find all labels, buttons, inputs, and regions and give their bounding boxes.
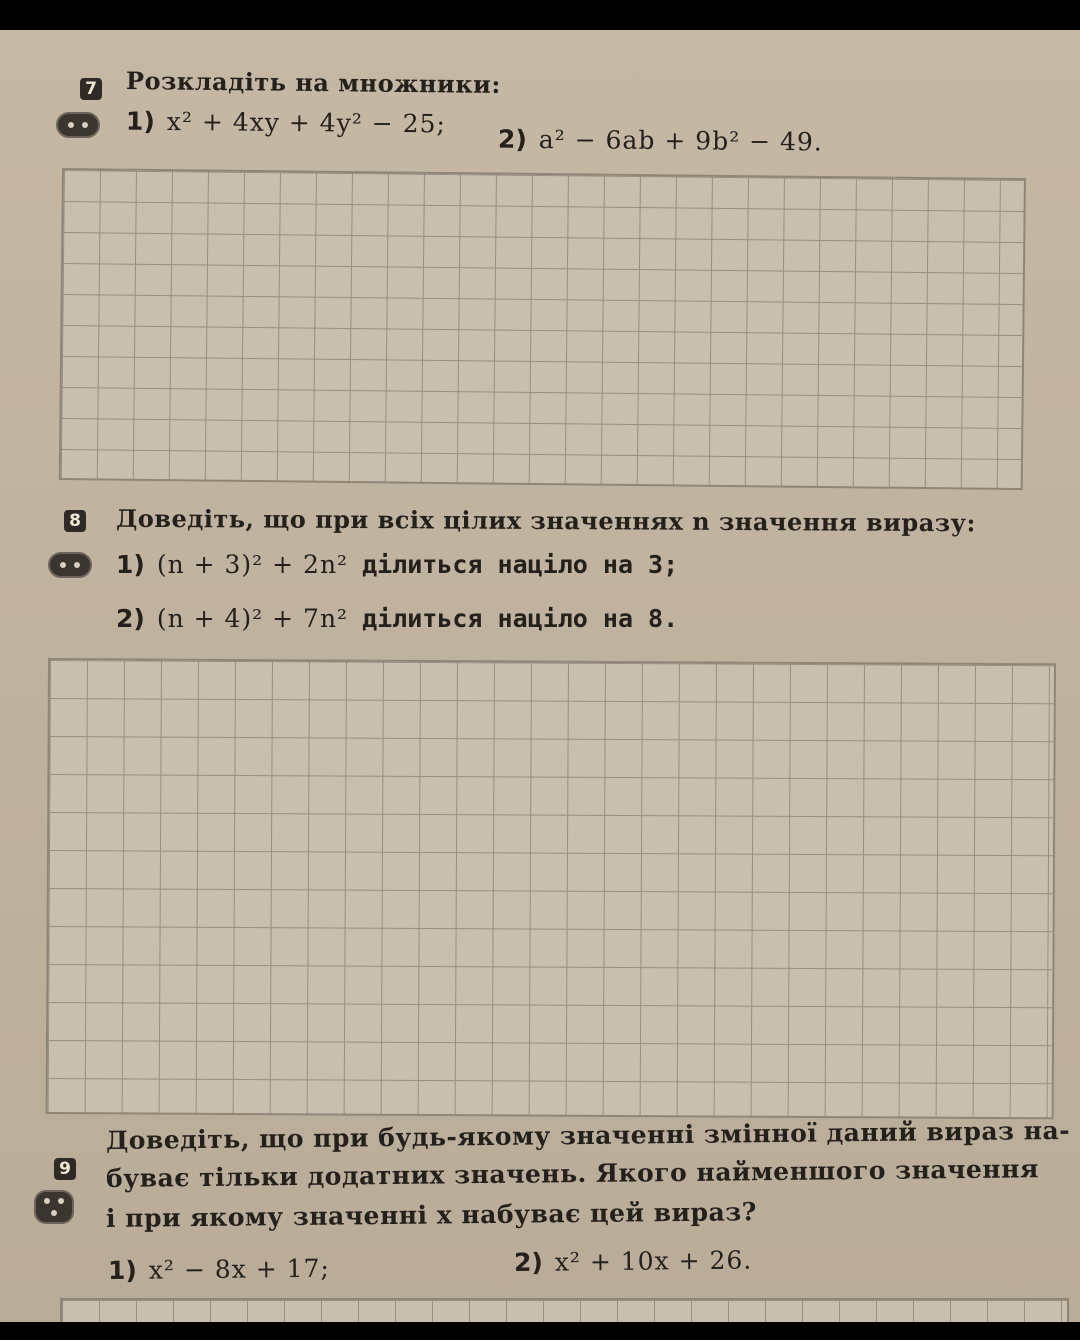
task-number: 1) bbox=[116, 550, 145, 579]
exercise-9-task-2 bbox=[514, 1246, 753, 1277]
exercise-9-text-line-2: буває тільки додатних значень. Якого найменшого значення bbox=[105, 1154, 1040, 1193]
expression: x² + 10x + 26. bbox=[554, 1245, 753, 1277]
workbook-page bbox=[0, 30, 1080, 1322]
task-text: ділиться націло на 8. bbox=[362, 604, 679, 633]
expression: x² + 4xy + 4y² − 25; bbox=[166, 106, 447, 139]
exercise-8-task-1 bbox=[116, 550, 678, 579]
exercise-9-number-badge: 9 bbox=[54, 1158, 76, 1180]
exercise-8-task-2 bbox=[116, 604, 678, 633]
exercise-7-task-1 bbox=[126, 107, 446, 139]
expression: a² − 6ab + 9b² − 49. bbox=[538, 124, 823, 157]
expression: (n + 3)² + 2n² bbox=[156, 550, 349, 579]
difficulty-level-icon bbox=[56, 112, 100, 138]
exercise-8-title: Доведіть, що при всіх цілих значеннях n значення виразу: bbox=[115, 503, 976, 538]
difficulty-level-icon bbox=[48, 552, 92, 578]
task-number: 1) bbox=[125, 106, 155, 136]
answer-grid-exercise-8 bbox=[46, 658, 1056, 1119]
exercise-7-title: Розкладіть на множники: bbox=[125, 66, 501, 99]
exercise-9-task-1 bbox=[108, 1254, 330, 1285]
exercise-8-number-badge: 8 bbox=[64, 510, 86, 532]
exercise-7-task-2 bbox=[498, 125, 823, 157]
exercise-9-text-line-3: і при якому значенні x набуває цей вираз? bbox=[105, 1197, 758, 1233]
exercise-9-text-line-1: Доведіть, що при будь-якому значенні змінної даний вираз на- bbox=[105, 1115, 1071, 1155]
expression: x² − 8x + 17; bbox=[148, 1253, 331, 1285]
answer-grid-exercise-9 bbox=[60, 1298, 1069, 1322]
task-number: 2) bbox=[497, 124, 527, 154]
answer-grid-exercise-7 bbox=[59, 168, 1026, 490]
exercise-7-number-badge: 7 bbox=[80, 78, 102, 100]
difficulty-level-icon bbox=[34, 1190, 74, 1224]
task-text: ділиться націло на 3; bbox=[362, 550, 679, 579]
expression: (n + 4)² + 7n² bbox=[156, 604, 349, 633]
screen-bottom-bar bbox=[0, 1322, 1080, 1340]
task-number: 1) bbox=[107, 1255, 137, 1285]
task-number: 2) bbox=[116, 604, 145, 633]
task-number: 2) bbox=[513, 1247, 543, 1277]
